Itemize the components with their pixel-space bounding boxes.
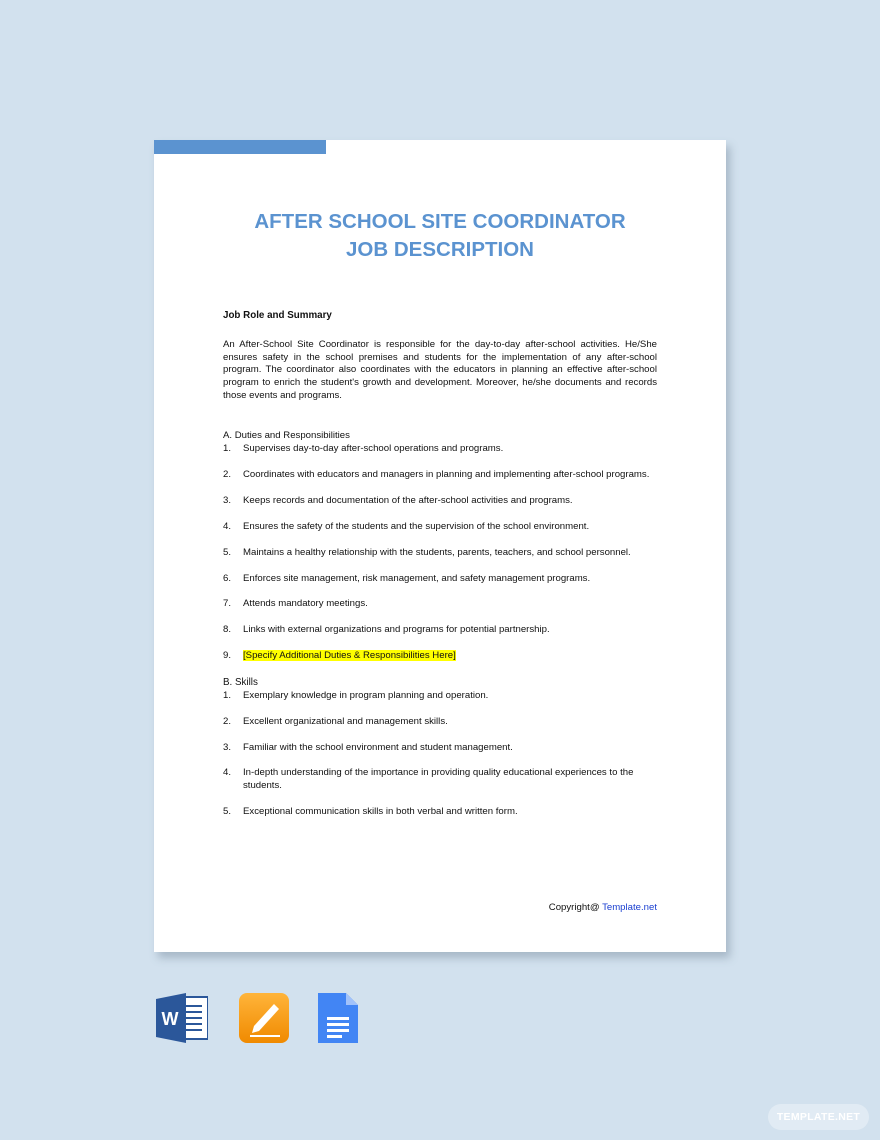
title-line-1: AFTER SCHOOL SITE COORDINATOR [254,210,626,233]
duties-heading: A. Duties and Responsibilities [223,429,350,441]
copyright-brand-link[interactable]: Template.net [602,902,657,913]
list-text: Exceptional communication skills in both verbal and written form. [243,806,518,818]
word-icon[interactable] [156,993,208,1043]
list-number: 3. [223,741,232,753]
list-number: 4. [223,767,232,779]
list-text: Coordinates with educators and managers in planning and implementing after-school programs. [243,468,650,480]
skills-heading: B. Skills [223,677,258,689]
summary-paragraph: An After-School Site Coordinator is responsible for the day-to-day after-school activities. He/She ensures safety in the school premises and students for the implementation of any after-school program. The coordinator also coordinates with the educators in planning an effective after-school program to enrich the student's growth and development. Moreover, he/she documents and records those events and programs. [223,338,657,401]
document-page [154,140,726,952]
duty-item [223,495,657,508]
list-number: 3. [223,494,232,506]
skill-item [223,690,657,703]
skill-item [223,716,657,729]
list-text: Keeps records and documentation of the after-school activities and programs. [243,494,573,506]
summary-heading: Job Role and Summary [223,310,332,321]
placeholder-highlight: [Specify Additional Duties & Responsibilities Here] [243,650,456,662]
duty-item [223,598,657,611]
list-text: Familiar with the school environment and student management. [243,741,513,753]
duty-item [223,469,657,482]
copyright-prefix: Copyright@ [548,902,603,913]
duty-item [223,443,657,456]
list-text: Supervises day-to-day after-school operations and programs. [243,442,504,454]
skill-item [223,806,657,819]
duty-item [223,521,657,534]
list-number: 6. [223,572,232,584]
list-text: Maintains a healthy relationship with the students, parents, teachers, and school personnel. [243,546,631,558]
list-number: 1. [223,690,232,702]
list-number: 5. [223,546,232,558]
duty-item [223,624,657,637]
list-text: Enforces site management, risk management, and safety management programs. [243,572,591,584]
skills-list [223,690,657,819]
duty-item [223,650,657,663]
template-net-watermark: TEMPLATE.NET [768,1104,869,1130]
list-text: Links with external organizations and programs for potential partnership. [243,624,550,636]
duties-list [223,443,657,664]
google-docs-icon[interactable] [318,993,358,1043]
list-number: 1. [223,442,232,454]
list-text: Attends mandatory meetings. [243,598,368,610]
list-text: Exemplary knowledge in program planning and operation. [243,690,489,702]
pages-icon[interactable] [238,993,290,1043]
document-body [223,310,657,832]
title-line-2: JOB DESCRIPTION [346,238,534,261]
list-number: 2. [223,715,232,727]
list-text: Excellent organizational and management skills. [243,715,448,727]
list-number: 5. [223,806,232,818]
copyright-line [549,902,657,913]
list-number: 9. [223,650,232,662]
skill-item [223,742,657,755]
duty-item [223,573,657,586]
skill-item [223,767,657,793]
list-number: 2. [223,468,232,480]
accent-bar [154,140,326,154]
list-text: In-depth understanding of the importance in providing quality educational experiences to the students. [243,767,634,792]
document-title [154,208,726,264]
svg-text:W: W [161,1009,179,1029]
duty-item [223,547,657,560]
list-number: 7. [223,598,232,610]
list-number: 4. [223,520,232,532]
list-text: Ensures the safety of the students and the supervision of the school environment. [243,520,590,532]
list-number: 8. [223,624,232,636]
